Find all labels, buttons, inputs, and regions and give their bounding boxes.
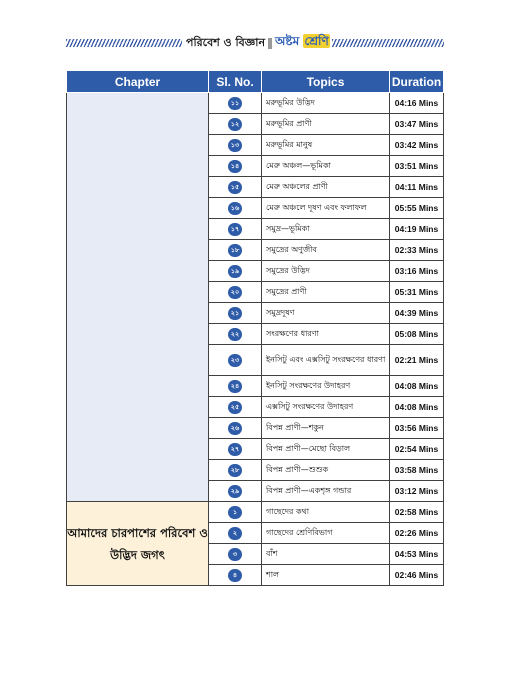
sl-no-badge: ১৩ bbox=[228, 139, 242, 152]
sl-no-badge: ২১ bbox=[228, 307, 242, 320]
sl-no-cell bbox=[209, 114, 262, 135]
sl-no-cell bbox=[209, 282, 262, 303]
header-separator bbox=[268, 38, 272, 49]
column-header-duration: Duration bbox=[390, 71, 444, 93]
sl-no-badge: ২৩ bbox=[228, 354, 242, 367]
sl-no-badge: ৩ bbox=[228, 548, 242, 561]
sl-no-badge: ২৬ bbox=[228, 422, 242, 435]
sl-no-badge: ১৭ bbox=[228, 223, 242, 236]
duration-cell: 04:53 Mins bbox=[390, 544, 444, 565]
topic-cell: বিপন্ন প্রাণী—একশৃঙ্গ গন্ডার bbox=[262, 481, 390, 502]
duration-cell: 02:46 Mins bbox=[390, 565, 444, 586]
table-row bbox=[67, 502, 444, 523]
sl-no-badge: ২৭ bbox=[228, 443, 242, 456]
sl-no-cell bbox=[209, 261, 262, 282]
column-header-sl-no: Sl. No. bbox=[209, 71, 262, 93]
duration-cell: 04:19 Mins bbox=[390, 219, 444, 240]
topic-cell: শাল bbox=[262, 565, 390, 586]
sl-no-badge: ১ bbox=[228, 506, 242, 519]
topic-cell: মরুভূমির মানুষ bbox=[262, 135, 390, 156]
sl-no-badge: ২৪ bbox=[228, 380, 242, 393]
sl-no-cell bbox=[209, 439, 262, 460]
sl-no-cell bbox=[209, 303, 262, 324]
topic-cell: মেরু অঞ্চল—ভূমিকা bbox=[262, 156, 390, 177]
table-body bbox=[67, 93, 444, 586]
sl-no-badge: ২৮ bbox=[228, 464, 242, 477]
topic-cell: সংরক্ষণের ধারণা bbox=[262, 324, 390, 345]
duration-cell: 04:08 Mins bbox=[390, 397, 444, 418]
duration-cell: 03:12 Mins bbox=[390, 481, 444, 502]
topic-cell: বিপন্ন প্রাণী—শকুন bbox=[262, 418, 390, 439]
sl-no-badge: ২২ bbox=[228, 328, 242, 341]
sl-no-cell bbox=[209, 502, 262, 523]
sl-no-cell bbox=[209, 481, 262, 502]
sl-no-badge: ৪ bbox=[228, 569, 242, 582]
topic-cell: বিপন্ন প্রাণী—শুশুক bbox=[262, 460, 390, 481]
topic-cell: সমুদ্রের উদ্ভিদ bbox=[262, 261, 390, 282]
topic-cell: ইনসিটু এবং এক্সসিটু সংরক্ষণের ধারণা bbox=[262, 345, 390, 376]
sl-no-cell bbox=[209, 345, 262, 376]
topic-cell: সমুদ্র—ভূমিকা bbox=[262, 219, 390, 240]
sl-no-cell bbox=[209, 544, 262, 565]
sl-no-cell bbox=[209, 198, 262, 219]
sl-no-badge: ২০ bbox=[228, 286, 242, 299]
duration-cell: 05:31 Mins bbox=[390, 282, 444, 303]
content-table bbox=[66, 70, 444, 586]
table-row bbox=[67, 93, 444, 114]
column-header-topics: Topics bbox=[262, 71, 390, 93]
sl-no-cell bbox=[209, 240, 262, 261]
header-hatch-right bbox=[332, 39, 444, 47]
sl-no-cell bbox=[209, 177, 262, 198]
class-title-pre: অষ্টম bbox=[275, 34, 304, 48]
topic-cell: মরুভূমির উদ্ভিদ bbox=[262, 93, 390, 114]
duration-cell: 03:58 Mins bbox=[390, 460, 444, 481]
duration-cell: 02:26 Mins bbox=[390, 523, 444, 544]
duration-cell: 04:39 Mins bbox=[390, 303, 444, 324]
sl-no-cell bbox=[209, 418, 262, 439]
sl-no-cell bbox=[209, 156, 262, 177]
sl-no-cell bbox=[209, 324, 262, 345]
topic-cell: মেরু অঞ্চলে দূষণ এবং ফলাফল bbox=[262, 198, 390, 219]
sl-no-cell bbox=[209, 93, 262, 114]
sl-no-cell bbox=[209, 219, 262, 240]
chapter-cell: আমাদের চারপাশের পরিবেশ ও উদ্ভিদ জগৎ bbox=[67, 502, 209, 586]
duration-cell: 02:21 Mins bbox=[390, 345, 444, 376]
sl-no-cell bbox=[209, 460, 262, 481]
sl-no-badge: ২৫ bbox=[228, 401, 242, 414]
topic-cell: গাছেদের শ্রেণিবিভাগ bbox=[262, 523, 390, 544]
sl-no-badge: ১৯ bbox=[228, 265, 242, 278]
sl-no-badge: ১২ bbox=[228, 118, 242, 131]
sl-no-cell bbox=[209, 523, 262, 544]
duration-cell: 03:56 Mins bbox=[390, 418, 444, 439]
topic-cell: সমুদ্রের অণুজীব bbox=[262, 240, 390, 261]
sl-no-badge: ১১ bbox=[228, 97, 242, 110]
chapter-cell bbox=[67, 93, 209, 502]
topic-cell: ইনসিটু সংরক্ষণের উদাহরণ bbox=[262, 376, 390, 397]
sl-no-badge: ১৬ bbox=[228, 202, 242, 215]
topic-cell: মেরু অঞ্চলের প্রাণী bbox=[262, 177, 390, 198]
column-header-chapter: Chapter bbox=[67, 71, 209, 93]
sl-no-badge: ১৪ bbox=[228, 160, 242, 173]
class-title bbox=[275, 33, 330, 53]
page-header bbox=[66, 36, 444, 50]
duration-cell: 03:47 Mins bbox=[390, 114, 444, 135]
duration-cell: 03:16 Mins bbox=[390, 261, 444, 282]
table-header-row bbox=[67, 71, 444, 93]
duration-cell: 04:08 Mins bbox=[390, 376, 444, 397]
topic-cell: সমুদ্রদূষণ bbox=[262, 303, 390, 324]
topic-cell: সমুদ্রের প্রাণী bbox=[262, 282, 390, 303]
sl-no-badge: ১৮ bbox=[228, 244, 242, 257]
sl-no-badge: ২ bbox=[228, 527, 242, 540]
duration-cell: 03:51 Mins bbox=[390, 156, 444, 177]
topic-cell: মরুভূমির প্রাণী bbox=[262, 114, 390, 135]
duration-cell: 05:08 Mins bbox=[390, 324, 444, 345]
duration-cell: 05:55 Mins bbox=[390, 198, 444, 219]
sl-no-cell bbox=[209, 135, 262, 156]
header-hatch-left bbox=[66, 39, 182, 47]
sl-no-badge: ১৫ bbox=[228, 181, 242, 194]
duration-cell: 02:58 Mins bbox=[390, 502, 444, 523]
duration-cell: 04:11 Mins bbox=[390, 177, 444, 198]
subject-title: পরিবেশ ও বিজ্ঞান bbox=[186, 35, 266, 49]
duration-cell: 02:54 Mins bbox=[390, 439, 444, 460]
sl-no-cell bbox=[209, 397, 262, 418]
duration-cell: 02:33 Mins bbox=[390, 240, 444, 261]
class-title-highlight: শ্রেণি bbox=[304, 34, 329, 48]
topic-cell: এক্সসিটু সংরক্ষণের উদাহরণ bbox=[262, 397, 390, 418]
duration-cell: 04:16 Mins bbox=[390, 93, 444, 114]
topic-cell: বাঁশ bbox=[262, 544, 390, 565]
sl-no-cell bbox=[209, 565, 262, 586]
duration-cell: 03:42 Mins bbox=[390, 135, 444, 156]
topic-cell: গাছেদের কথা bbox=[262, 502, 390, 523]
sl-no-badge: ২৯ bbox=[228, 485, 242, 498]
topic-cell: বিপন্ন প্রাণী—মেছো বিড়াল bbox=[262, 439, 390, 460]
sl-no-cell bbox=[209, 376, 262, 397]
header-title bbox=[186, 35, 330, 51]
